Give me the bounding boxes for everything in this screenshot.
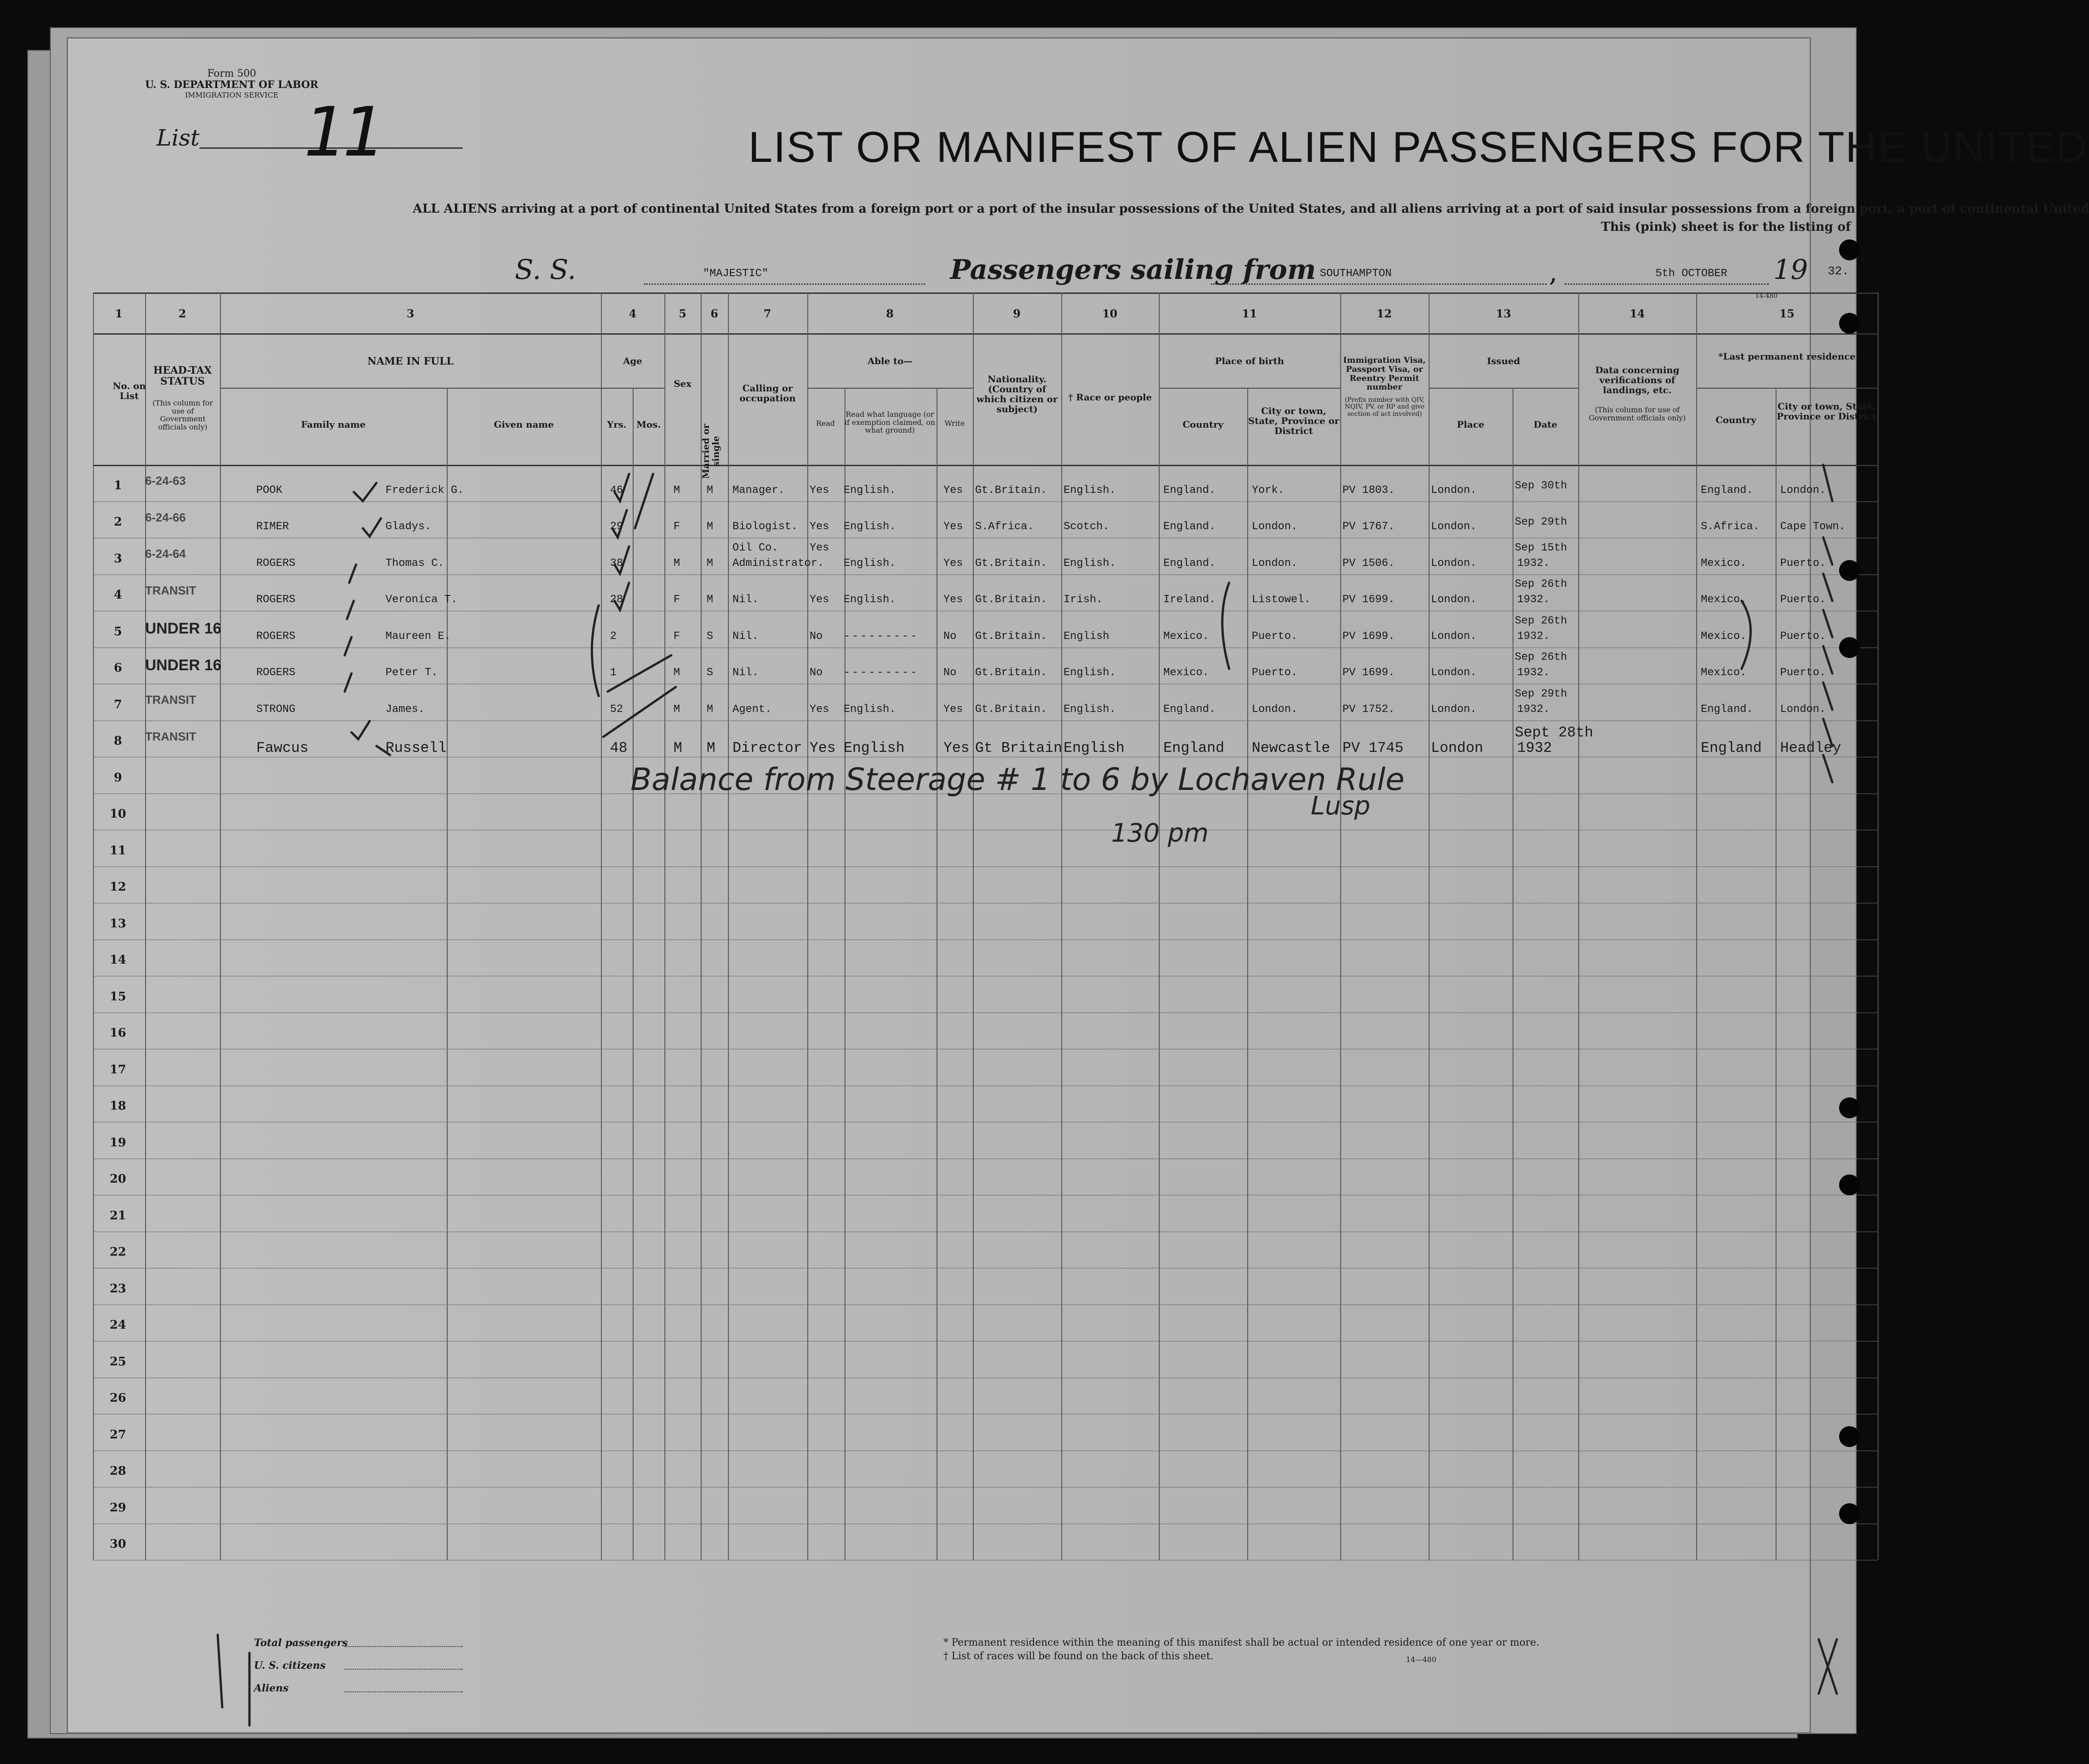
cell-birth-country: England bbox=[1163, 740, 1225, 756]
header-data-verif: Data concerning verifications of landings, etc. bbox=[1595, 365, 1679, 395]
cell-visa: PV 1803. bbox=[1342, 484, 1395, 497]
cell-married: M bbox=[707, 557, 713, 570]
year-suffix: 32. bbox=[1828, 264, 1849, 278]
subtitle-sheet-note: This (pink) sheet is for the listing of bbox=[1601, 220, 1851, 234]
cell-occupation: Agent. bbox=[732, 703, 772, 716]
cell-race: English bbox=[1064, 630, 1109, 643]
column-number: 12 bbox=[1376, 307, 1392, 320]
cell-nationality: Gt.Britain. bbox=[975, 557, 1047, 570]
cell-write: Yes bbox=[943, 703, 963, 716]
cell-language: English. bbox=[844, 521, 896, 533]
cell-race: English. bbox=[1064, 703, 1116, 716]
cell-age: 29 bbox=[610, 521, 623, 533]
cell-read: Yes bbox=[810, 594, 830, 606]
cell-read: No bbox=[810, 630, 823, 643]
binder-hole bbox=[1839, 239, 1860, 260]
binder-hole bbox=[1839, 637, 1860, 658]
cell-given: Thomas C. bbox=[386, 557, 444, 570]
header-issued: Issued bbox=[1487, 356, 1520, 366]
cell-married: M bbox=[707, 484, 713, 497]
column-number: 3 bbox=[406, 307, 415, 320]
cell-language: English. bbox=[844, 557, 896, 570]
cell-write: Yes bbox=[943, 557, 963, 570]
cell-language: --------- bbox=[844, 630, 919, 643]
cell-visa: PV 1506. bbox=[1342, 557, 1395, 570]
row-number: 15 bbox=[109, 989, 127, 1004]
cell-write: Yes bbox=[943, 521, 963, 533]
cell-occupation: Nil. bbox=[732, 630, 759, 643]
cell-race: English. bbox=[1064, 484, 1116, 497]
row-number: 27 bbox=[109, 1428, 127, 1442]
cell-res-city: Headley bbox=[1780, 740, 1841, 756]
row-number: 19 bbox=[109, 1135, 127, 1150]
cell-nationality: Gt.Britain. bbox=[975, 703, 1047, 716]
cell-res-country: Mexico. bbox=[1701, 667, 1747, 679]
form-code: 14-480 bbox=[1755, 292, 1778, 300]
cell-married: S bbox=[707, 667, 713, 679]
cell-nationality: Gt Britain bbox=[975, 740, 1063, 756]
cell-race: Irish. bbox=[1064, 594, 1103, 606]
cell-family: Fawcus bbox=[256, 740, 309, 756]
ss-label: S. S. bbox=[515, 254, 576, 286]
header-age: Age bbox=[623, 356, 643, 366]
row-number: 17 bbox=[109, 1062, 127, 1077]
cell-issued-place: London. bbox=[1431, 557, 1477, 570]
cell-family: RIMER bbox=[256, 521, 289, 533]
cell-birth-country: Ireland. bbox=[1163, 594, 1216, 606]
header-visa: Immigration Visa, Passport Visa, or Reentry Permit number bbox=[1343, 356, 1426, 392]
column-number: 7 bbox=[763, 307, 771, 320]
page-title: LIST OR MANIFEST OF ALIEN PASSENGERS FOR THE UNITED bbox=[748, 123, 2089, 171]
cell-given: James. bbox=[386, 703, 425, 716]
cell-language: English bbox=[844, 740, 905, 756]
cell-given: Veronica T. bbox=[386, 594, 458, 606]
cell-family: ROGERS bbox=[256, 630, 296, 643]
column-number: 15 bbox=[1779, 307, 1795, 320]
header-family-name: Family name bbox=[301, 419, 366, 430]
cell-age: 46 bbox=[610, 484, 623, 497]
cell-res-country: Mexico. bbox=[1701, 557, 1747, 570]
cell-given: Russell bbox=[386, 740, 447, 756]
cell-res-country: Mexico. bbox=[1701, 594, 1747, 606]
header-birth-country: Country bbox=[1182, 419, 1224, 430]
cell-language: --------- bbox=[844, 667, 919, 679]
handwritten-note: Balance from Steerage # 1 to 6 by Lochaven Rule bbox=[630, 762, 1405, 798]
row-number: 2 bbox=[113, 515, 122, 529]
cell-birth-country: Mexico. bbox=[1163, 630, 1209, 643]
column-number: 8 bbox=[886, 307, 894, 320]
list-number: 11 bbox=[304, 93, 381, 172]
row-number: 8 bbox=[113, 734, 122, 748]
cell-nationality: S.Africa. bbox=[975, 521, 1034, 533]
footer-code: 14—480 bbox=[1406, 1655, 1436, 1664]
cell-nationality: Gt.Britain. bbox=[975, 667, 1047, 679]
column-number: 6 bbox=[710, 307, 718, 320]
header-nationality: Nationality. (Country of which citizen or subject) bbox=[976, 374, 1058, 414]
passengers-label: Passengers sailing from bbox=[950, 254, 1316, 286]
cell-write: Yes bbox=[943, 740, 970, 756]
cell-sex: F bbox=[674, 630, 680, 643]
cell-issued-place: London. bbox=[1431, 484, 1477, 497]
header-head-tax-note: (This column for use of Government officials only) bbox=[152, 399, 213, 431]
cell-write: No bbox=[943, 667, 957, 679]
cell-read: Yes bbox=[810, 484, 830, 497]
cell-family: STRONG bbox=[256, 703, 296, 716]
cell-occupation: Biologist. bbox=[732, 521, 798, 533]
cell-issued-place: London. bbox=[1431, 594, 1477, 606]
header-calling: Calling or occupation bbox=[739, 383, 796, 404]
cell-res-city: Puerto. bbox=[1780, 557, 1826, 570]
column-number: 4 bbox=[629, 307, 637, 320]
manifest-sheet bbox=[68, 39, 2089, 1732]
row-number: 3 bbox=[113, 551, 122, 565]
header-head-tax: HEAD-TAX STATUS bbox=[153, 365, 212, 388]
cell-sex: M bbox=[674, 667, 680, 679]
cell-occupation: Nil. bbox=[732, 667, 759, 679]
row-number: 23 bbox=[109, 1282, 127, 1296]
cell-birth-city: York. bbox=[1252, 484, 1285, 497]
head-tax-stamp: TRANSIT bbox=[145, 693, 196, 707]
header-given-name: Given name bbox=[494, 419, 554, 430]
cell-res-city: Cape Town. bbox=[1780, 521, 1846, 533]
binder-hole bbox=[1839, 1097, 1860, 1118]
row-number: 28 bbox=[109, 1464, 127, 1478]
cell-issued-date: Sep 26th bbox=[1515, 578, 1567, 590]
column-number: 11 bbox=[1242, 307, 1257, 320]
service-name: IMMIGRATION SERVICE bbox=[185, 90, 278, 99]
us-citizens-label: U. S. citizens bbox=[254, 1660, 326, 1671]
row-number: 24 bbox=[109, 1318, 127, 1332]
us-citizens-line bbox=[345, 1669, 463, 1670]
comma: , bbox=[1549, 256, 1558, 288]
footnote-residence: * Permanent residence within the meaning of this manifest shall be actual or intended residence of one year or more. bbox=[943, 1637, 1539, 1648]
cell-issued-place: London. bbox=[1431, 630, 1477, 643]
cell-age: 38 bbox=[610, 557, 623, 570]
subtitle-instructions: ALL ALIENS arriving at a port of continental United States from a foreign port or a port of the insular possessions of the United States, and all aliens arriving at a port of said insular possessions from a foreign port, a port of continental United bbox=[413, 202, 2089, 216]
binder-hole bbox=[1839, 313, 1860, 334]
cell-married: M bbox=[707, 703, 713, 716]
header-read-what: Read what language (or if exemption claimed, on what ground) bbox=[844, 410, 935, 435]
cell-birth-city: Newcastle bbox=[1252, 740, 1330, 756]
cell-birth-city: London. bbox=[1252, 703, 1298, 716]
cell-issued-place: London. bbox=[1431, 703, 1477, 716]
cell-res-country: England. bbox=[1701, 703, 1753, 716]
cell-birth-country: Mexico. bbox=[1163, 667, 1209, 679]
cell-issued-place: London bbox=[1431, 740, 1484, 756]
cell-read: Yes bbox=[810, 740, 836, 756]
total-passengers-line bbox=[345, 1646, 463, 1647]
row-number: 4 bbox=[113, 588, 122, 602]
cell-race: English bbox=[1064, 740, 1125, 756]
cell-birth-city: London. bbox=[1252, 521, 1298, 533]
row-number: 5 bbox=[113, 624, 122, 638]
sailing-date: 5th OCTOBER bbox=[1655, 268, 1728, 280]
cell-read-line1: Yes bbox=[810, 541, 830, 554]
cell-issued-year: 1932 bbox=[1517, 740, 1552, 756]
column-number: 1 bbox=[115, 307, 123, 320]
cell-given: Peter T. bbox=[386, 667, 438, 679]
cell-issued-date: Sep 15th bbox=[1515, 541, 1567, 554]
row-number: 16 bbox=[109, 1026, 127, 1040]
head-tax-stamp: 6-24-63 bbox=[145, 474, 186, 487]
cell-occupation: Director bbox=[732, 740, 802, 756]
row-number: 21 bbox=[109, 1208, 127, 1223]
cell-age: 28 bbox=[610, 594, 623, 606]
total-passengers-label: Total passengers bbox=[254, 1637, 348, 1649]
cell-race: English. bbox=[1064, 557, 1116, 570]
cell-res-country: S.Africa. bbox=[1701, 521, 1760, 533]
header-last-residence: *Last permanent residence bbox=[1718, 351, 1856, 362]
column-number: 13 bbox=[1496, 307, 1511, 320]
header-no-on-list: No. on List bbox=[112, 380, 146, 401]
cell-sex: M bbox=[674, 484, 680, 497]
cell-res-city: Puerto. bbox=[1780, 667, 1826, 679]
cell-given: Gladys. bbox=[386, 521, 431, 533]
cell-sex: F bbox=[674, 521, 680, 533]
cell-issued-place: London. bbox=[1431, 521, 1477, 533]
cell-visa: PV 1699. bbox=[1342, 667, 1395, 679]
head-tax-stamp: 6-24-66 bbox=[145, 510, 186, 524]
cell-write: Yes bbox=[943, 594, 963, 606]
header-birth-city: City or town, State, Province or District bbox=[1248, 405, 1339, 436]
cell-birth-city: Puerto. bbox=[1252, 667, 1298, 679]
header-visa-note: (Prefix number with QIV, NQIV, PV, or RP and give section of act involved) bbox=[1344, 396, 1425, 418]
cell-occupation-line1: Oil Co. bbox=[732, 541, 778, 554]
cell-birth-city: Listowel. bbox=[1252, 594, 1311, 606]
row-number: 14 bbox=[109, 953, 127, 967]
row-number: 7 bbox=[113, 697, 122, 711]
cell-nationality: Gt.Britain. bbox=[975, 630, 1047, 643]
cell-res-city: Puerto. bbox=[1780, 630, 1826, 643]
cell-issued-date: Sep 30th bbox=[1515, 479, 1567, 492]
cell-visa: PV 1699. bbox=[1342, 594, 1395, 606]
header-mos: Mos. bbox=[636, 419, 661, 430]
handwritten-time: 130 pm bbox=[1111, 819, 1209, 848]
binder-hole bbox=[1839, 1503, 1860, 1524]
cell-visa: PV 1699. bbox=[1342, 630, 1395, 643]
cell-write: No bbox=[943, 630, 957, 643]
head-tax-stamp: UNDER 16 bbox=[145, 656, 222, 674]
cell-issued-year: 1932. bbox=[1517, 557, 1550, 570]
cell-married: M bbox=[707, 740, 716, 756]
row-number: 10 bbox=[109, 807, 127, 821]
cell-visa: PV 1767. bbox=[1342, 521, 1395, 533]
cell-married: M bbox=[707, 521, 713, 533]
cell-given: Maureen E. bbox=[386, 630, 451, 643]
header-res-country: Country bbox=[1715, 414, 1757, 425]
head-tax-stamp: UNDER 16 bbox=[145, 620, 222, 637]
cell-sex: M bbox=[674, 703, 680, 716]
port-name: SOUTHAMPTON bbox=[1320, 268, 1392, 280]
header-read: Read bbox=[816, 419, 835, 428]
cell-occupation: Administrator. bbox=[732, 557, 824, 570]
binder-hole bbox=[1839, 1174, 1860, 1195]
header-yrs: Yrs. bbox=[607, 419, 627, 430]
cell-write: Yes bbox=[943, 484, 963, 497]
row-number: 18 bbox=[109, 1099, 127, 1113]
binder-hole bbox=[1839, 1426, 1860, 1447]
form-number: Form 500 bbox=[207, 68, 256, 79]
row-number: 29 bbox=[109, 1501, 127, 1515]
cell-occupation: Manager. bbox=[732, 484, 785, 497]
cell-res-country: England bbox=[1701, 740, 1762, 756]
cell-res-city: London. bbox=[1780, 484, 1826, 497]
cell-issued-year: 1932. bbox=[1517, 594, 1550, 606]
cell-age: 48 bbox=[610, 740, 628, 756]
cell-age: 1 bbox=[610, 667, 617, 679]
cell-issued-date: Sep 29th bbox=[1515, 516, 1567, 528]
cell-res-city: Puerto. bbox=[1780, 594, 1826, 606]
cell-visa: PV 1745 bbox=[1342, 740, 1404, 756]
cell-language: English. bbox=[844, 703, 896, 716]
aliens-label: Aliens bbox=[254, 1682, 289, 1694]
head-tax-stamp: 6-24-64 bbox=[145, 547, 186, 560]
cell-issued-place: London. bbox=[1431, 667, 1477, 679]
cell-sex: F bbox=[674, 594, 680, 606]
cell-family: ROGERS bbox=[256, 667, 296, 679]
cell-family: ROGERS bbox=[256, 557, 296, 570]
cell-nationality: Gt.Britain. bbox=[975, 484, 1047, 497]
cell-married: S bbox=[707, 630, 713, 643]
row-number: 20 bbox=[109, 1172, 127, 1186]
cell-race: English. bbox=[1064, 667, 1116, 679]
cell-issued-date: Sep 26th bbox=[1515, 651, 1567, 663]
cell-issued-year: 1932. bbox=[1517, 703, 1550, 716]
cell-language: English. bbox=[844, 594, 896, 606]
header-married: Married or single bbox=[700, 424, 721, 479]
header-issued-place: Place bbox=[1457, 419, 1484, 430]
cell-birth-country: England. bbox=[1163, 521, 1216, 533]
column-number: 10 bbox=[1102, 307, 1118, 320]
cell-res-city: London. bbox=[1780, 703, 1826, 716]
column-number: 2 bbox=[178, 307, 186, 320]
row-number: 26 bbox=[109, 1391, 127, 1405]
cell-birth-city: London. bbox=[1252, 557, 1298, 570]
head-tax-stamp: TRANSIT bbox=[145, 583, 196, 597]
cell-sex: M bbox=[674, 740, 683, 756]
row-number: 9 bbox=[113, 770, 122, 785]
cell-issued-year: 1932. bbox=[1517, 630, 1550, 643]
cell-sex: M bbox=[674, 557, 680, 570]
cell-read: Yes bbox=[810, 521, 830, 533]
binder-hole bbox=[1839, 560, 1860, 581]
cell-language: English. bbox=[844, 484, 896, 497]
header-data-verif-note: (This column for use of Government officials only) bbox=[1589, 405, 1686, 422]
cell-visa: PV 1752. bbox=[1342, 703, 1395, 716]
cell-family: ROGERS bbox=[256, 594, 296, 606]
row-number: 22 bbox=[109, 1245, 127, 1259]
cell-issued-year: 1932. bbox=[1517, 667, 1550, 679]
header-race: † Race or people bbox=[1068, 392, 1152, 403]
cell-issued-date: Sep 29th bbox=[1515, 687, 1567, 700]
header-name-in-full: NAME IN FULL bbox=[367, 356, 454, 367]
footnote-races: † List of races will be found on the back of this sheet. bbox=[943, 1651, 1214, 1662]
cell-age: 2 bbox=[610, 630, 617, 643]
handwritten-initials: Lusp bbox=[1311, 791, 1371, 821]
cell-birth-country: England. bbox=[1163, 703, 1216, 716]
cell-issued-date: Sept 28th bbox=[1515, 724, 1593, 741]
column-number: 5 bbox=[678, 307, 687, 320]
cell-read: Yes bbox=[810, 703, 830, 716]
cell-race: Scotch. bbox=[1064, 521, 1109, 533]
row-number: 30 bbox=[109, 1537, 127, 1551]
row-number: 11 bbox=[109, 843, 127, 858]
header-res-city: City or town, State, Province or District bbox=[1777, 401, 1877, 422]
cell-birth-country: England. bbox=[1163, 484, 1216, 497]
cell-nationality: Gt.Britain. bbox=[975, 594, 1047, 606]
department-name: U. S. DEPARTMENT OF LABOR bbox=[145, 79, 318, 91]
ship-name: "MAJESTIC" bbox=[703, 268, 769, 280]
cell-issued-date: Sep 26th bbox=[1515, 614, 1567, 627]
row-number: 25 bbox=[109, 1355, 127, 1369]
header-able-to: Able to— bbox=[867, 356, 913, 366]
cell-married: M bbox=[707, 594, 713, 606]
column-number: 14 bbox=[1630, 307, 1645, 320]
row-number: 13 bbox=[109, 916, 127, 931]
row-number: 6 bbox=[113, 661, 122, 675]
check-marks bbox=[68, 39, 1810, 1732]
cell-birth-city: Puerto. bbox=[1252, 630, 1298, 643]
aliens-line bbox=[345, 1691, 463, 1692]
column-number: 9 bbox=[1013, 307, 1021, 320]
cell-birth-country: England. bbox=[1163, 557, 1216, 570]
year-prefix: 19 bbox=[1773, 254, 1808, 286]
table-column-rule bbox=[1878, 292, 1879, 1560]
head-tax-stamp: TRANSIT bbox=[145, 729, 196, 743]
cell-given: Frederick G. bbox=[386, 484, 464, 497]
header-sex: Sex bbox=[674, 378, 692, 389]
cell-age: 52 bbox=[610, 703, 623, 716]
list-label: List bbox=[156, 125, 200, 151]
row-number: 1 bbox=[113, 478, 122, 492]
cell-res-country: England. bbox=[1701, 484, 1753, 497]
cell-occupation: Nil. bbox=[732, 594, 759, 606]
header-write: Write bbox=[944, 419, 965, 428]
cell-family: POOK bbox=[256, 484, 283, 497]
row-number: 12 bbox=[109, 880, 127, 894]
cell-read: No bbox=[810, 667, 823, 679]
header-place-of-birth: Place of birth bbox=[1215, 356, 1284, 366]
header-issued-date: Date bbox=[1533, 419, 1557, 430]
cell-res-country: Mexico. bbox=[1701, 630, 1747, 643]
